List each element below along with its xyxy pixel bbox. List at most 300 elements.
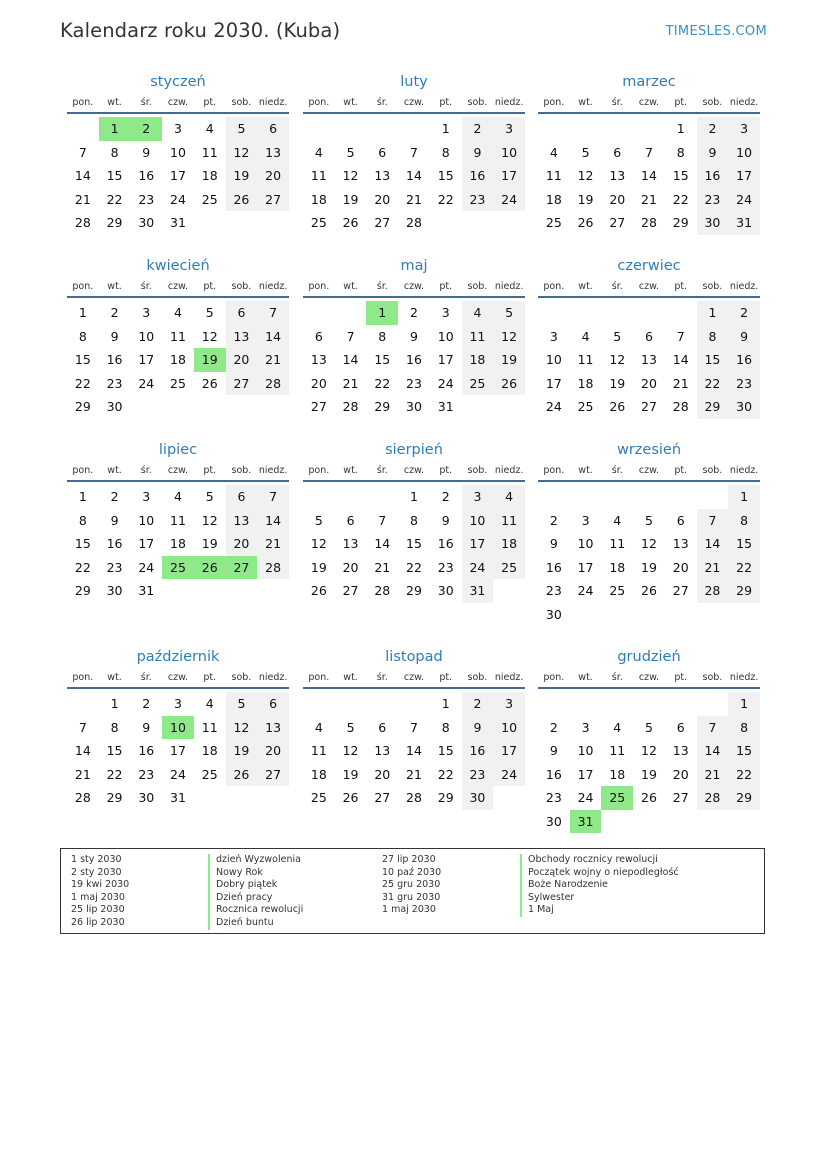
day-cell: 3 (441, 305, 450, 320)
day-cell: 15 (74, 352, 91, 367)
weekday-label: niedz. (729, 465, 759, 476)
day-cell: 20 (672, 559, 689, 575)
day-cell: 1 (441, 696, 450, 711)
day-cell: 18 (170, 352, 186, 367)
day-cell: 21 (257, 348, 289, 372)
weekday-label: śr. (376, 97, 388, 108)
legend-holiday-name: 1 Maj (520, 904, 679, 917)
day-cell: 1 (676, 121, 685, 136)
day-cell: 21 (74, 766, 91, 782)
day-cell: 18 (493, 532, 525, 556)
day-cell: 27 (310, 399, 327, 414)
weekday-label: niedz. (729, 672, 759, 683)
day-cell: 16 (462, 739, 494, 763)
day-cell: 7 (78, 144, 87, 160)
legend-holiday-name: dzień Wyzwolenia (208, 854, 303, 867)
empty-cell (601, 301, 633, 325)
weekday-label: wt. (343, 281, 358, 292)
empty-cell (303, 301, 335, 325)
day-grid (538, 117, 760, 235)
day-cell: 17 (138, 536, 155, 551)
weekday-label: pt. (439, 465, 453, 476)
day-cell: 5 (226, 117, 258, 141)
day-cell: 11 (462, 325, 494, 349)
day-cell: 8 (378, 328, 387, 344)
day-cell: 10 (138, 328, 155, 344)
day-cell: 12 (342, 168, 359, 183)
day-cell: 25 (493, 556, 525, 580)
day-cell: 7 (78, 719, 87, 735)
day-cell: 28 (74, 790, 91, 805)
weekday-label: sob. (702, 672, 723, 683)
weekday-header (303, 278, 525, 298)
day-cell: 12 (641, 536, 657, 551)
day-cell: 21 (406, 191, 422, 207)
weekday-label: wt. (107, 97, 122, 108)
day-cell: 19 (226, 739, 258, 763)
day-grid (67, 692, 289, 810)
holiday-day-cell: 31 (570, 810, 602, 834)
day-cell: 11 (609, 536, 626, 551)
weekday-label: pon. (308, 97, 330, 108)
day-cell: 26 (641, 790, 657, 805)
day-cell: 14 (74, 168, 91, 183)
day-cell: 23 (138, 766, 155, 782)
legend-date: 31 gru 2030 (382, 891, 441, 903)
day-cell: 10 (437, 328, 454, 344)
day-cell: 19 (226, 164, 258, 188)
day-cell: 23 (462, 188, 494, 212)
empty-cell (538, 117, 570, 141)
day-cell: 26 (201, 375, 218, 391)
day-grid (67, 301, 289, 419)
weekday-label: czw. (638, 97, 660, 108)
day-grid (303, 301, 525, 419)
day-cell: 18 (201, 168, 218, 183)
day-cell: 15 (437, 743, 454, 758)
day-cell: 12 (342, 743, 359, 758)
day-cell: 24 (170, 191, 186, 207)
empty-cell (538, 301, 570, 325)
brand-link[interactable]: TIMESLES.COM (665, 24, 767, 39)
day-cell: 4 (205, 121, 214, 136)
weekday-label: czw. (403, 97, 425, 108)
day-cell: 16 (106, 352, 123, 367)
day-cell: 29 (74, 583, 91, 598)
day-cell: 4 (581, 328, 590, 344)
day-cell: 6 (676, 719, 685, 735)
day-cell: 5 (226, 692, 258, 716)
day-cell: 27 (257, 188, 289, 212)
weekday-label: niedz. (494, 281, 524, 292)
day-cell: 23 (462, 763, 494, 787)
day-cell: 3 (581, 512, 590, 528)
weekday-label: wt. (343, 672, 358, 683)
weekday-label: pt. (203, 672, 217, 683)
day-cell: 24 (728, 188, 760, 212)
weekday-label: sob. (702, 97, 723, 108)
day-cell: 18 (545, 191, 562, 207)
weekday-label: pt. (674, 465, 688, 476)
day-cell: 21 (672, 375, 689, 391)
day-grid (538, 485, 760, 626)
day-cell: 20 (226, 532, 258, 556)
day-cell: 30 (106, 399, 123, 414)
empty-cell (633, 301, 665, 325)
day-cell: 1 (441, 121, 450, 136)
day-cell: 5 (205, 305, 214, 320)
day-cell: 2 (549, 512, 558, 528)
weekday-label: pon. (308, 281, 330, 292)
weekday-label: czw. (638, 465, 660, 476)
weekday-label: pt. (439, 281, 453, 292)
day-cell: 11 (170, 328, 186, 344)
day-cell: 19 (641, 559, 657, 575)
day-cell: 30 (728, 395, 760, 419)
day-cell: 27 (374, 215, 391, 230)
weekday-label: pt. (203, 281, 217, 292)
day-cell: 4 (613, 719, 622, 735)
weekday-label: śr. (140, 465, 152, 476)
day-cell: 31 (138, 583, 155, 598)
day-cell: 23 (437, 559, 454, 575)
weekday-label: wt. (107, 465, 122, 476)
day-cell: 3 (728, 117, 760, 141)
day-cell: 1 (728, 485, 760, 509)
day-cell: 25 (201, 191, 218, 207)
weekday-label: niedz. (729, 97, 759, 108)
day-cell: 25 (310, 215, 327, 230)
day-cell: 27 (226, 372, 258, 396)
day-cell: 8 (697, 325, 729, 349)
weekday-label: śr. (140, 97, 152, 108)
day-cell: 25 (462, 372, 494, 396)
weekday-label: czw. (167, 97, 189, 108)
day-cell: 2 (441, 489, 450, 504)
day-cell: 27 (641, 399, 657, 414)
day-cell: 21 (697, 556, 729, 580)
weekday-header (67, 669, 289, 689)
day-cell: 3 (462, 485, 494, 509)
empty-cell (67, 692, 99, 716)
day-grid (538, 692, 760, 833)
day-cell: 31 (170, 215, 186, 230)
day-cell: 1 (410, 489, 418, 504)
day-cell: 14 (342, 352, 359, 367)
day-cell: 5 (346, 144, 355, 160)
day-cell: 25 (170, 375, 186, 391)
day-cell: 30 (406, 399, 422, 414)
day-cell: 21 (374, 559, 391, 575)
day-cell: 28 (406, 790, 422, 805)
day-cell: 30 (138, 215, 155, 230)
weekday-header (67, 278, 289, 298)
day-cell: 8 (78, 512, 87, 528)
holiday-day-cell: 1 (366, 301, 398, 325)
day-cell: 27 (672, 583, 689, 598)
day-cell: 12 (226, 141, 258, 165)
month-name: październik (136, 649, 220, 665)
day-cell: 16 (106, 536, 123, 551)
weekday-label: pon. (308, 672, 330, 683)
day-cell: 18 (577, 375, 594, 391)
day-cell: 8 (110, 719, 119, 735)
empty-cell (601, 485, 633, 509)
day-cell: 28 (74, 215, 91, 230)
day-cell: 6 (613, 144, 622, 160)
day-cell: 26 (493, 372, 525, 396)
day-cell: 6 (378, 719, 387, 735)
empty-cell (335, 692, 367, 716)
day-cell: 1 (110, 696, 119, 711)
day-cell: 30 (138, 790, 155, 805)
day-cell: 15 (728, 532, 760, 556)
empty-cell (570, 692, 602, 716)
weekday-label: wt. (343, 97, 358, 108)
empty-cell (398, 117, 430, 141)
day-cell: 3 (549, 328, 558, 344)
day-cell: 14 (257, 325, 289, 349)
day-cell: 22 (672, 191, 689, 207)
day-cell: 2 (697, 117, 729, 141)
month-name: marzec (622, 74, 676, 90)
day-cell: 14 (257, 509, 289, 533)
day-cell: 17 (493, 739, 525, 763)
day-cell: 24 (462, 556, 494, 580)
day-cell: 25 (577, 399, 594, 414)
day-cell: 22 (374, 375, 391, 391)
day-cell: 29 (672, 215, 689, 230)
day-cell: 8 (410, 512, 418, 528)
day-cell: 6 (314, 328, 323, 344)
day-cell: 19 (609, 375, 626, 391)
empty-cell (697, 485, 729, 509)
day-cell: 26 (641, 583, 657, 598)
day-cell: 20 (609, 191, 626, 207)
day-cell: 12 (577, 168, 594, 183)
day-cell: 11 (201, 144, 218, 160)
weekday-label: wt. (578, 672, 593, 683)
weekday-label: śr. (140, 281, 152, 292)
weekday-label: śr. (611, 465, 623, 476)
empty-cell (303, 485, 335, 509)
day-cell: 8 (78, 328, 87, 344)
legend-holiday-name: Początek wojny o niepodległość (520, 867, 679, 880)
weekday-label: niedz. (258, 281, 288, 292)
day-cell: 6 (257, 117, 289, 141)
legend-holiday-name: Boże Narodzenie (520, 879, 679, 892)
day-cell: 4 (549, 144, 558, 160)
legend-holiday-name: Dobry piątek (208, 879, 303, 892)
day-cell: 5 (346, 719, 355, 735)
empty-cell (665, 301, 697, 325)
day-cell: 29 (697, 395, 729, 419)
empty-cell (398, 692, 430, 716)
day-cell: 13 (641, 352, 657, 367)
day-cell: 15 (406, 536, 422, 551)
day-cell: 28 (257, 372, 289, 396)
day-cell: 24 (170, 766, 186, 782)
holiday-day-cell: 10 (162, 716, 194, 740)
day-cell: 20 (257, 739, 289, 763)
day-cell: 17 (728, 164, 760, 188)
day-cell: 2 (142, 696, 151, 711)
weekday-label: niedz. (729, 281, 759, 292)
day-cell: 3 (142, 305, 151, 320)
day-cell: 19 (493, 348, 525, 372)
holiday-day-cell: 1 (99, 117, 131, 141)
day-cell: 5 (581, 144, 590, 160)
empty-cell (570, 485, 602, 509)
day-cell: 20 (374, 766, 391, 782)
day-cell: 9 (110, 512, 119, 528)
day-cell: 3 (174, 121, 182, 136)
day-cell: 2 (728, 301, 760, 325)
empty-cell (335, 117, 367, 141)
day-cell: 1 (78, 489, 87, 504)
weekday-label: sob. (467, 672, 488, 683)
day-cell: 11 (201, 719, 218, 735)
day-cell: 12 (201, 512, 218, 528)
weekday-label: niedz. (494, 465, 524, 476)
day-cell: 10 (545, 352, 562, 367)
legend-date: 2 sty 2030 (71, 866, 122, 878)
day-cell: 24 (545, 399, 562, 414)
day-cell: 7 (346, 328, 355, 344)
day-cell: 13 (374, 168, 391, 183)
weekday-label: śr. (611, 672, 623, 683)
day-cell: 4 (205, 696, 214, 711)
day-cell: 22 (74, 559, 91, 575)
day-cell: 17 (462, 532, 494, 556)
page-title: Kalendarz roku 2030. (Kuba) (60, 19, 341, 42)
day-cell: 22 (106, 766, 123, 782)
legend-left-names (208, 854, 303, 930)
day-cell: 8 (676, 144, 685, 160)
day-cell: 31 (437, 399, 454, 414)
day-cell: 24 (138, 375, 155, 391)
day-cell: 25 (609, 583, 626, 598)
day-cell: 18 (310, 766, 327, 782)
weekday-label: pon. (72, 465, 94, 476)
empty-cell (303, 117, 335, 141)
day-cell: 1 (728, 692, 760, 716)
day-cell: 14 (697, 532, 729, 556)
month-name: styczeń (150, 74, 206, 90)
weekday-label: pt. (674, 97, 688, 108)
day-cell: 17 (138, 352, 155, 367)
day-cell: 8 (728, 509, 760, 533)
weekday-label: pt. (203, 97, 217, 108)
day-cell: 11 (609, 743, 626, 758)
weekday-label: sob. (231, 672, 252, 683)
day-cell: 16 (462, 164, 494, 188)
day-cell: 11 (545, 168, 562, 183)
month-name: lipiec (158, 442, 198, 458)
day-cell: 21 (342, 375, 359, 391)
day-cell: 26 (342, 215, 359, 230)
day-cell: 10 (493, 716, 525, 740)
empty-cell (570, 301, 602, 325)
day-cell: 21 (257, 532, 289, 556)
weekday-label: pon. (543, 281, 565, 292)
weekday-label: wt. (107, 281, 122, 292)
day-cell: 4 (314, 719, 323, 735)
empty-cell (335, 485, 367, 509)
day-cell: 13 (672, 536, 689, 551)
month-name: maj (400, 258, 428, 274)
day-cell: 4 (174, 305, 182, 320)
day-cell: 24 (138, 559, 155, 575)
day-cell: 27 (342, 583, 359, 598)
day-cell: 28 (697, 579, 729, 603)
weekday-label: wt. (343, 465, 358, 476)
weekday-header (538, 669, 760, 689)
day-cell: 27 (374, 790, 391, 805)
day-cell: 7 (645, 144, 653, 160)
weekday-header (538, 462, 760, 482)
day-cell: 16 (545, 559, 562, 575)
empty-cell (633, 692, 665, 716)
weekday-label: czw. (167, 465, 189, 476)
weekday-label: czw. (638, 672, 660, 683)
day-cell: 11 (577, 352, 594, 367)
day-cell: 17 (170, 743, 186, 758)
day-cell: 5 (314, 512, 323, 528)
day-cell: 9 (410, 328, 418, 344)
day-cell: 3 (174, 696, 182, 711)
day-cell: 27 (672, 790, 689, 805)
weekday-label: czw. (638, 281, 660, 292)
weekday-label: pon. (72, 97, 94, 108)
day-cell: 16 (697, 164, 729, 188)
day-cell: 23 (728, 372, 760, 396)
day-cell: 13 (257, 141, 289, 165)
weekday-label: niedz. (258, 672, 288, 683)
day-cell: 13 (672, 743, 689, 758)
day-cell: 24 (577, 583, 594, 598)
day-cell: 9 (549, 536, 558, 551)
day-cell: 4 (174, 489, 182, 504)
day-cell: 8 (728, 716, 760, 740)
legend-holiday-name: Obchody rocznicy rewolucji (520, 854, 679, 867)
day-cell: 8 (110, 144, 119, 160)
day-cell: 7 (697, 509, 729, 533)
day-cell: 16 (728, 348, 760, 372)
holiday-day-cell: 25 (162, 556, 194, 580)
weekday-label: pt. (674, 672, 688, 683)
day-cell: 23 (106, 375, 123, 391)
weekday-label: śr. (140, 672, 152, 683)
day-grid (303, 485, 525, 603)
day-cell: 29 (406, 583, 422, 598)
holiday-legend (60, 848, 765, 934)
day-cell: 29 (437, 790, 454, 805)
weekday-label: sob. (467, 281, 488, 292)
day-cell: 22 (106, 191, 123, 207)
day-cell: 18 (170, 536, 186, 551)
day-cell: 16 (138, 743, 155, 758)
empty-cell (697, 692, 729, 716)
holiday-day-cell: 25 (601, 786, 633, 810)
legend-left-dates (71, 854, 129, 930)
day-cell: 24 (493, 188, 525, 212)
day-cell: 23 (697, 188, 729, 212)
day-cell: 6 (645, 328, 653, 344)
day-cell: 11 (310, 743, 327, 758)
day-cell: 11 (493, 509, 525, 533)
day-cell: 29 (374, 399, 391, 414)
